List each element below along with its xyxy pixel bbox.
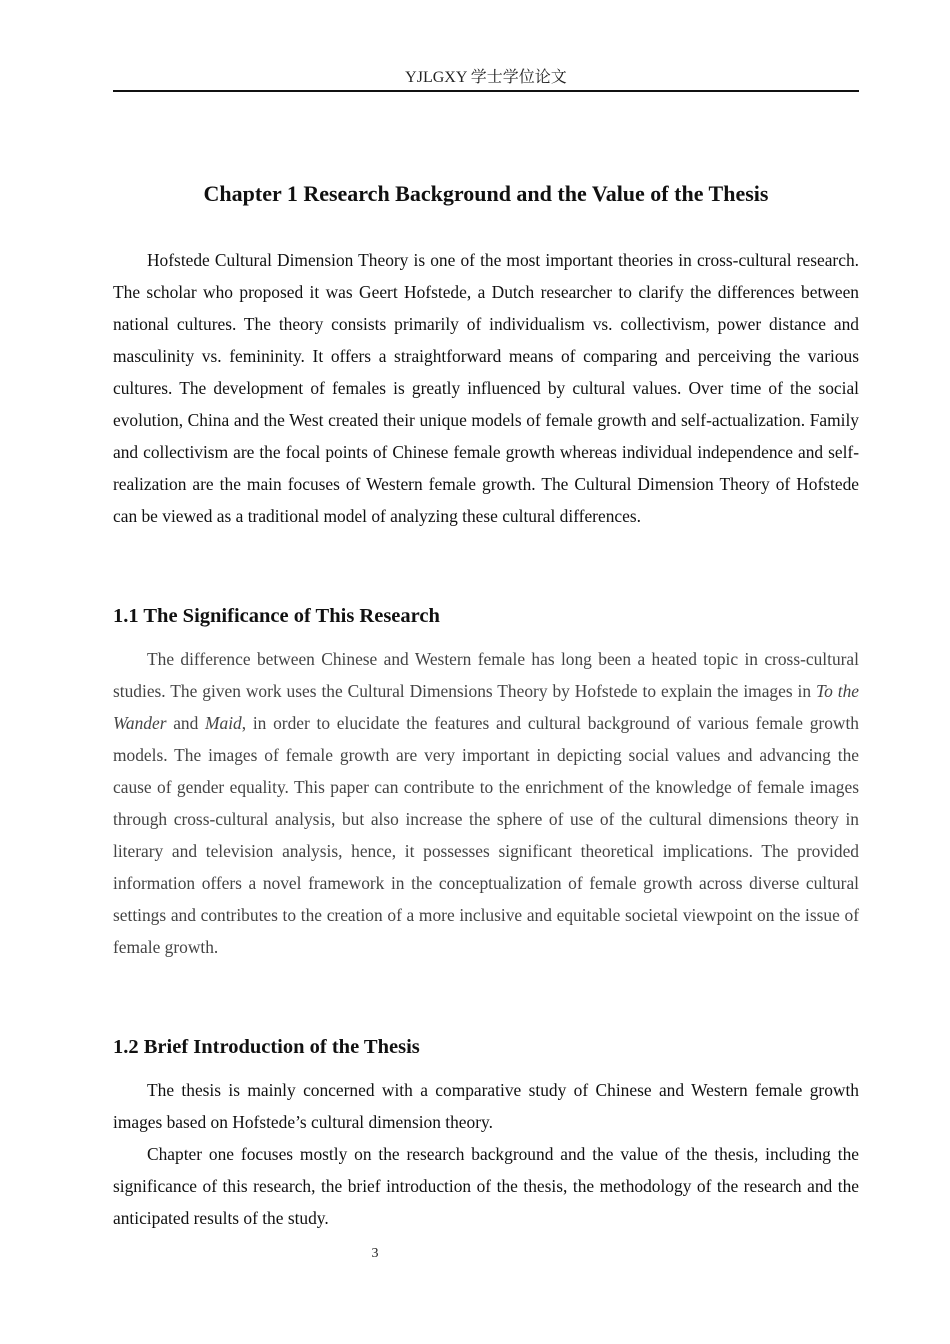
section-1-1-heading: 1.1 The Significance of This Research: [113, 605, 440, 627]
running-header-title: YJLGXY 学士学位论文: [405, 69, 567, 86]
section-1-2-paragraph-1: The thesis is mainly concerned with a comparative study of Chinese and Western female growth images based on Hofstede’s cultural dimension theory.: [113, 1080, 859, 1132]
work-title-maid: Maid: [205, 713, 242, 733]
section-1-2-paragraph-2: Chapter one focuses mostly on the research background and the value of the thesis, including the significance of this research, the brief introduction of the thesis, the methodology of the research and the anticipated results of the study.: [113, 1144, 859, 1228]
section-1-1-text-part-1: The difference between Chinese and Western female has long been a heated topic in cross-cultural studies. The given work uses the Cultural Dimensions Theory by Hofstede to explain the images in: [113, 649, 859, 701]
section-1-1-text-part-3: , in order to elucidate the features and cultural background of various female growth models. The images of female growth are very important in depicting social values and advancing the cause of gender equality. This paper can contribute to the enrichment of the knowledge of female images through cross-cultural analysis, but also increase the sphere of use of the cultural dimensions theory in literary and television analysis, hence, it possesses significant theoretical implications. The provided information offers a novel framework in the conceptualization of female growth across diverse cultural settings and contributes to the creation of a more inclusive and equitable societal viewpoint on the issue of female growth.: [113, 713, 859, 957]
chapter-title: Chapter 1 Research Background and the Value of the Thesis: [203, 181, 769, 206]
page-number: 3: [371, 1246, 379, 1261]
section-1-1-text-part-2: and: [166, 713, 206, 733]
running-header: [113, 66, 859, 92]
section-1-1-paragraph: [113, 643, 859, 963]
section-1-2-heading: 1.2 Brief Introduction of the Thesis: [113, 1036, 420, 1058]
chapter-intro-paragraph: Hofstede Cultural Dimension Theory is one of the most important theories in cross-cultural research. The scholar who proposed it was Geert Hofstede, a Dutch researcher to clarify the differences between national cultures. The theory consists primarily of individualism vs. collectivism, power distance and masculinity vs. femininity. It offers a straightforward means of comparing and perceiving the various cultures. The development of females is greatly influenced by cultural values. Over time of the social evolution, China and the West created their unique models of female growth and self-actualization. Family and collectivism are the focal points of Chinese female growth whereas individual independence and self-realization are the main focuses of Western female growth. The Cultural Dimension Theory of Hofstede can be viewed as a traditional model of analyzing these cultural differences.: [113, 250, 859, 526]
work-title-to-the-wander: To the Wander: [113, 681, 859, 733]
